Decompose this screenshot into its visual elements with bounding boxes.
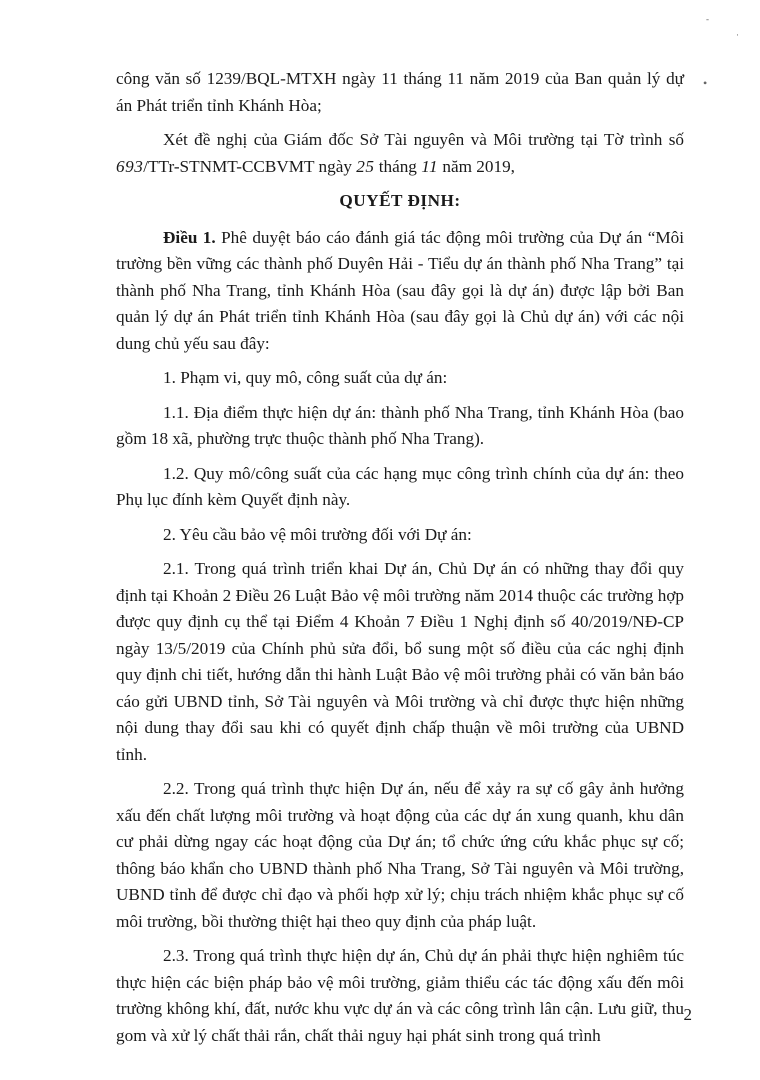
scan-speck: - xyxy=(706,14,709,24)
article-1-label: Điều 1. xyxy=(163,227,216,247)
section-2-heading: 2. Yêu cầu bảo vệ môi trường đối với Dự án: xyxy=(163,524,472,544)
section-2-3: 2.3. Trong quá trình thực hiện dự án, Chủ dự án phải thực hiện nghiêm túc thực hiện các biện pháp bảo vệ môi trường, giảm thiểu các tác động xấu đến môi trường không khí, đất, nước khu vực dự án và các công trình lân cận. Lưu giữ, thu gom và xử lý chất thải rắn, chất thải nguy hại phát sinh trong quá trình xyxy=(116,946,684,1045)
paragraph-reference: công văn số 1239/BQL-MTXH ngày 11 tháng 11 năm 2019 của Ban quản lý dự án Phát triển tỉnh Khánh Hòa; xyxy=(116,69,684,115)
handwritten-month: 11 xyxy=(421,156,439,176)
section-1-heading: 1. Phạm vi, quy mô, công suất của dự án: xyxy=(163,368,448,387)
proposal-text: Xét đề nghị của Giám đốc Sở Tài nguyên và Môi trường tại Tờ trình số xyxy=(163,130,684,149)
proposal-text: tháng xyxy=(374,156,422,176)
decision-title: QUYẾT ĐỊNH: xyxy=(339,191,461,210)
proposal-text: /TTr-STNMT-CCBVMT ngày xyxy=(143,156,357,176)
section-1-2: 1.2. Quy mô/công suất của các hạng mục công trình chính của dự án: theo Phụ lục đính kèm Quyết định này. xyxy=(116,463,684,509)
document-body xyxy=(116,66,684,1057)
scan-speck: · xyxy=(736,30,739,40)
article-1 xyxy=(116,225,684,358)
section-2-2: 2.2. Trong quá trình thực hiện Dự án, nếu để xảy ra sự cố gây ảnh hưởng xấu đến chất lượng môi trường và hoạt động của các dự án xung quanh, khu dân cư phải dừng ngay các hoạt động của Dự án; tổ chức ứng cứu khắc phục sự cố; thông báo khẩn cho UBND thành phố Nha Trang, Sở Tài nguyên và Môi trường, UBND tỉnh để được chỉ đạo và phối hợp xử lý; chịu trách nhiệm khắc phục sự cố môi trường, bồi thường thiệt hại theo quy định của pháp luật. xyxy=(116,779,684,931)
page-number: 2 xyxy=(683,1005,692,1024)
section-2-1: 2.1. Trong quá trình triển khai Dự án, Chủ Dự án có những thay đổi quy định tại Khoản 2 Điều 26 Luật Bảo vệ môi trường năm 2014 thuộc các trường hợp được quy định cụ thể tại Điểm 4 Khoản 7 Điều 1 Nghị định số 40/2019/NĐ-CP ngày 13/5/2019 của Chính phủ sửa đổi, bổ sung một số điều của các nghị định quy định chi tiết, hướng dẫn thi hành Luật Bảo vệ môi trường phải có văn bản báo cáo gửi UBND tỉnh, Sở Tài nguyên và Môi trường và chỉ được thực hiện những nội dung thay đổi sau khi có quyết định chấp thuận về môi trường của UBND tỉnh. xyxy=(116,559,684,764)
proposal-text: năm 2019, xyxy=(438,156,515,176)
section-1-1: 1.1. Địa điểm thực hiện dự án: thành phố Nha Trang, tỉnh Khánh Hòa (bao gồm 18 xã, phường trực thuộc thành phố Nha Trang). xyxy=(116,402,684,448)
article-1-text: Phê duyệt báo cáo đánh giá tác động môi trường của Dự án “Môi trường bền vững các thành phố Duyên Hải - Tiểu dự án thành phố Nha Trang” tại thành phố Nha Trang, tỉnh Khánh Hòa (sau đây gọi là dự án) được lập bởi Ban quản lý dự án Phát triển tỉnh Khánh Hòa (sau đây gọi là Chủ dự án) với các nội dung chủ yếu sau đây: xyxy=(116,227,685,353)
paragraph-proposal xyxy=(116,127,684,180)
scan-speck: • xyxy=(703,76,708,90)
handwritten-day: 25 xyxy=(356,156,375,176)
handwritten-number: 693 xyxy=(116,156,144,176)
